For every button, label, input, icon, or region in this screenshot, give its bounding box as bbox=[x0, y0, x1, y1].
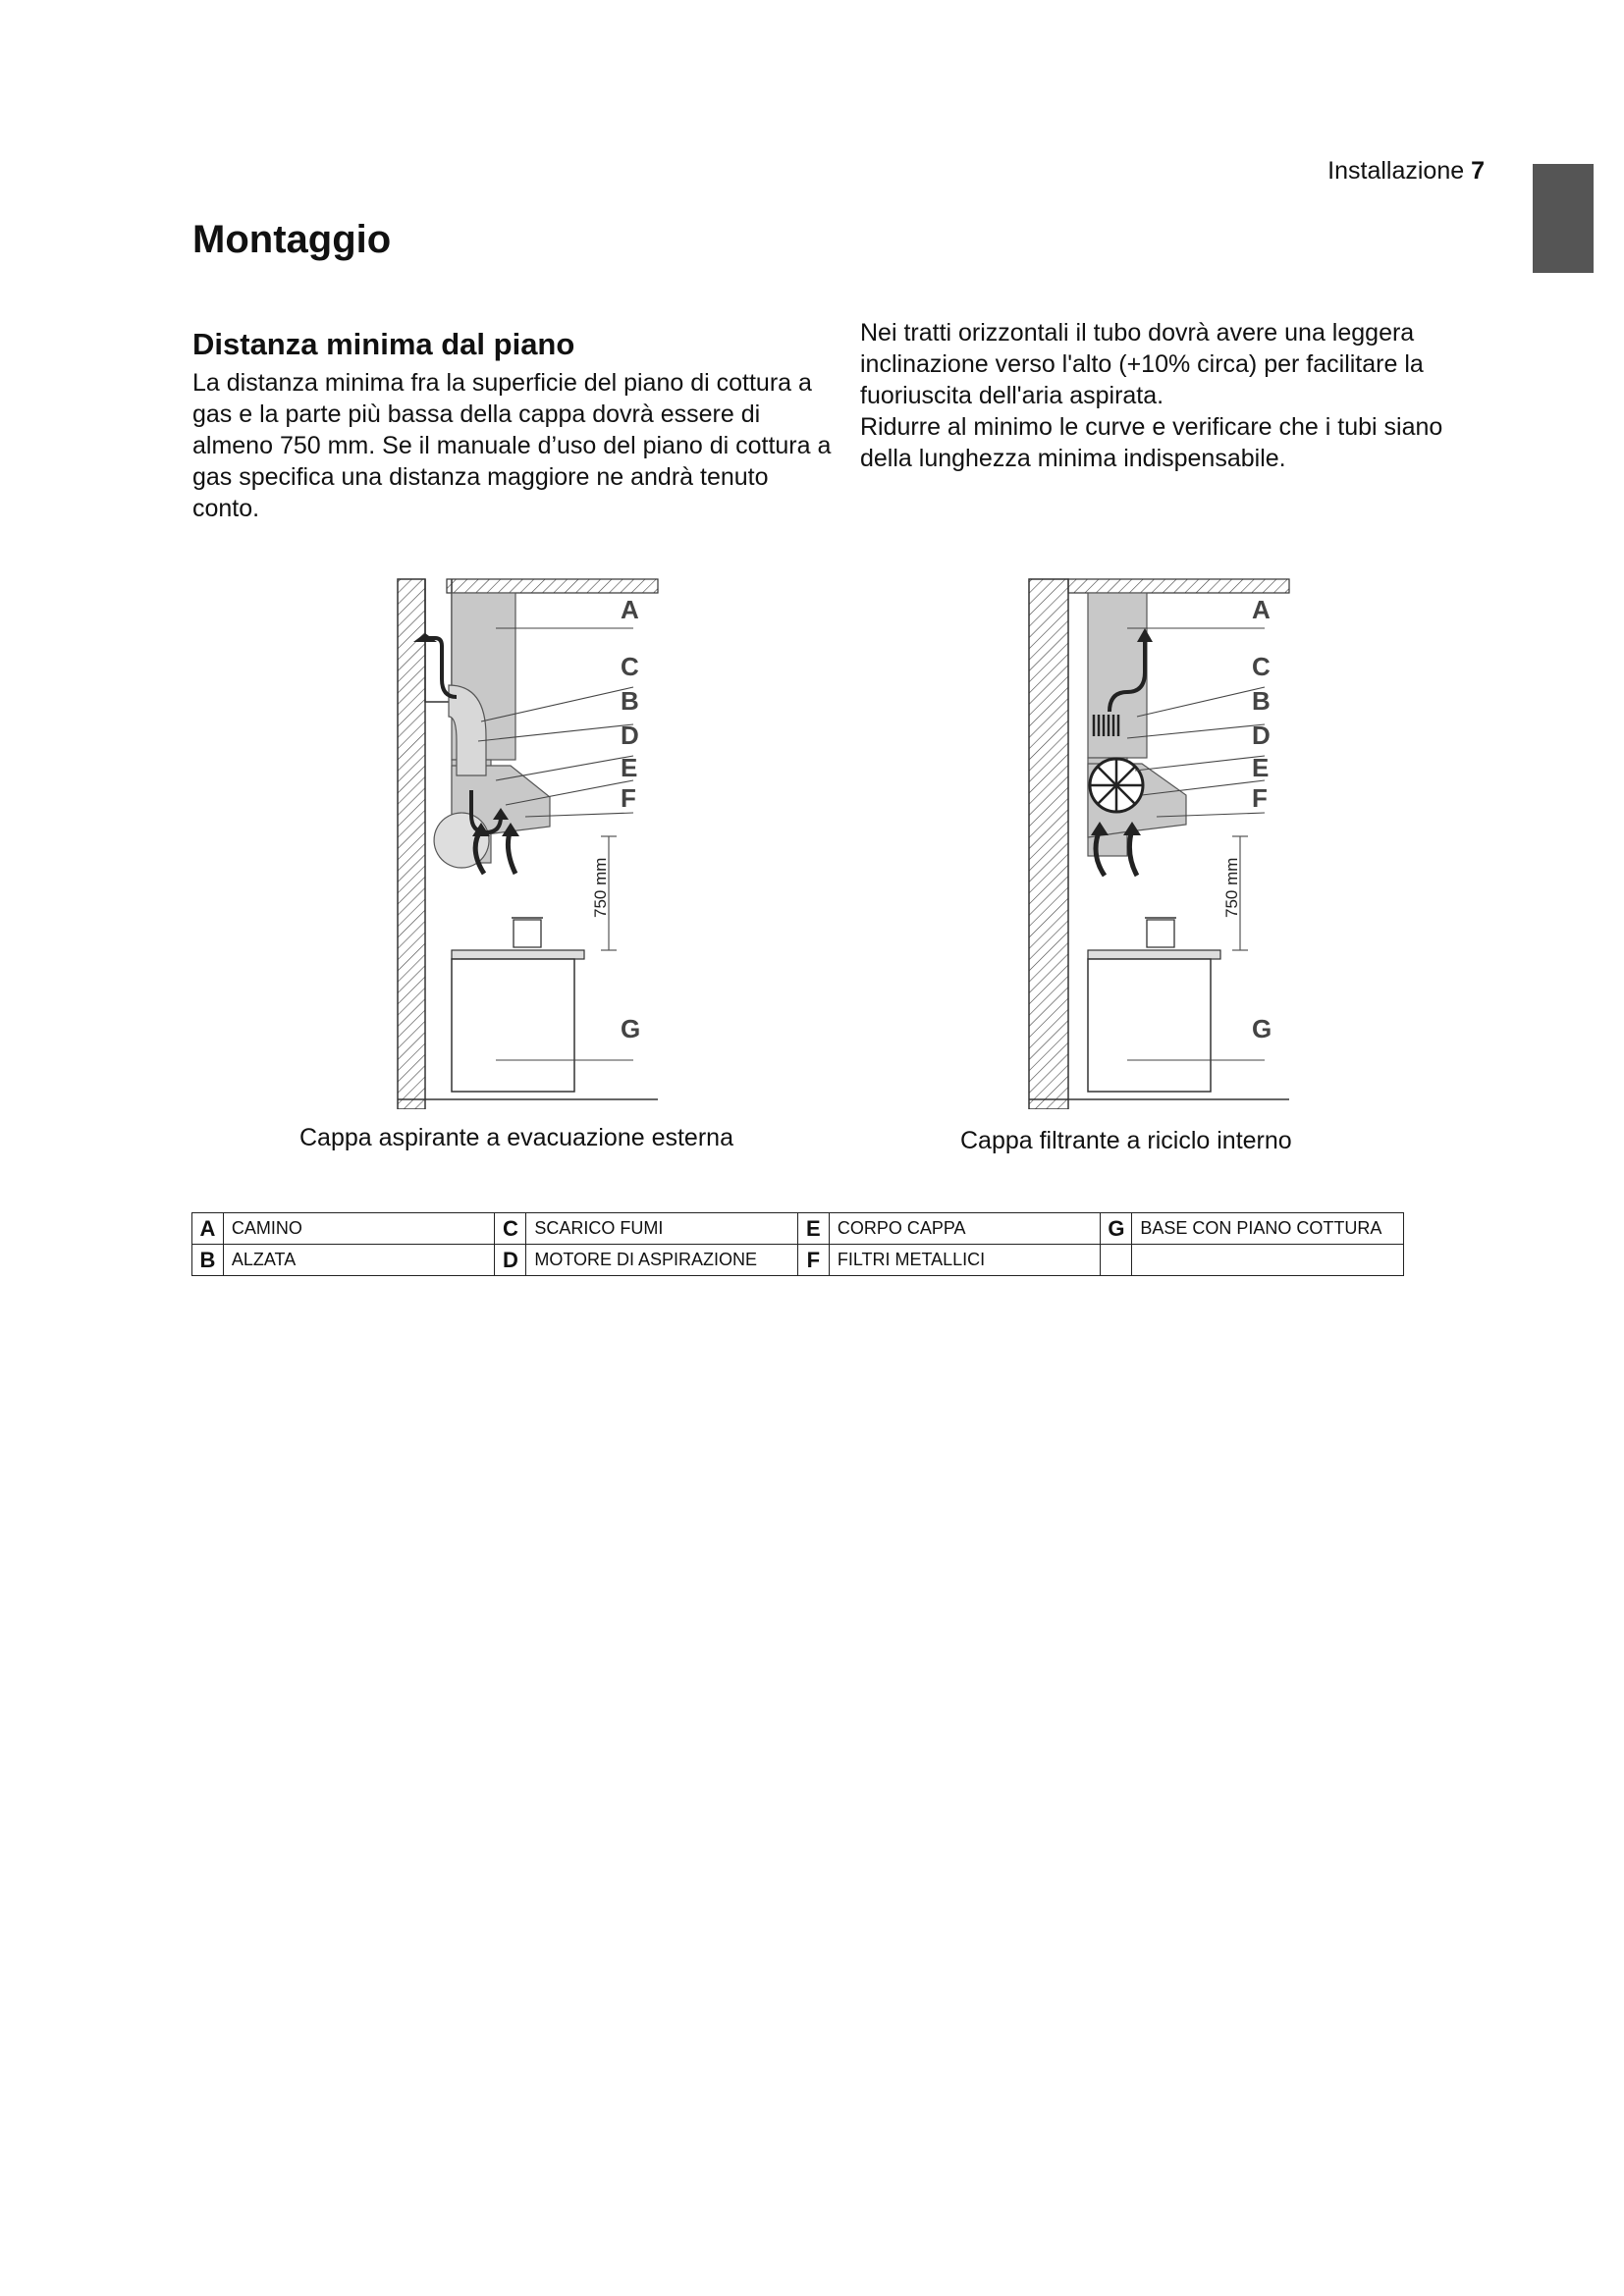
label-c: C bbox=[1252, 652, 1271, 681]
legend-key-empty bbox=[1101, 1245, 1132, 1276]
legend-label: MOTORE DI ASPIRAZIONE bbox=[526, 1245, 798, 1276]
label-g: G bbox=[1252, 1014, 1272, 1043]
chapter-tab bbox=[1533, 164, 1594, 273]
figure-internal-recirculation bbox=[1019, 569, 1299, 1109]
label-e: E bbox=[621, 753, 638, 782]
label-a: A bbox=[1252, 595, 1271, 624]
figure-external-venting bbox=[388, 569, 668, 1109]
base-unit bbox=[1088, 959, 1211, 1092]
ceiling bbox=[447, 579, 658, 593]
base-unit bbox=[452, 959, 574, 1092]
label-d: D bbox=[621, 721, 639, 750]
legend-row bbox=[192, 1213, 1404, 1245]
label-g: G bbox=[621, 1014, 641, 1043]
motor-circle bbox=[434, 813, 489, 868]
legend-label: CAMINO bbox=[223, 1213, 495, 1245]
legend-label: ALZATA bbox=[223, 1245, 495, 1276]
wall bbox=[1029, 579, 1068, 1109]
right-paragraph bbox=[860, 317, 1489, 474]
legend-label: CORPO CAPPA bbox=[829, 1213, 1101, 1245]
label-f: F bbox=[621, 783, 636, 813]
legend-key: C bbox=[495, 1213, 526, 1245]
label-d: D bbox=[1252, 721, 1271, 750]
label-f: F bbox=[1252, 783, 1268, 813]
legend-label: FILTRI METALLICI bbox=[829, 1245, 1101, 1276]
right-paragraph-line-1: Nei tratti orizzontali il tubo dovrà avere una leggera inclinazione verso l'alto (+10% circa) per facilitare la fuoriuscita dell'aria aspirata. bbox=[860, 319, 1424, 409]
legend-key: D bbox=[495, 1245, 526, 1276]
caption-external: Cappa aspirante a evacuazione esterna bbox=[299, 1124, 733, 1151]
pot bbox=[1147, 920, 1174, 947]
legend-label-empty bbox=[1132, 1245, 1404, 1276]
label-a: A bbox=[621, 595, 639, 624]
legend-row bbox=[192, 1245, 1404, 1276]
left-paragraph: La distanza minima fra la superficie del piano di cottura a gas e la parte più bassa della cappa dovrà essere di almeno 750 mm. Se il manuale d’uso del piano di cottura a gas specifica una distanza maggiore ne andrà tenuto conto. bbox=[192, 369, 832, 522]
dimension-label: 750 mm bbox=[1222, 857, 1241, 918]
header-page-number: 7 bbox=[1471, 157, 1485, 185]
wall bbox=[398, 579, 425, 1109]
running-header bbox=[1276, 157, 1485, 186]
label-e: E bbox=[1252, 753, 1270, 782]
label-c: C bbox=[621, 652, 639, 681]
legend-key: A bbox=[192, 1213, 224, 1245]
pot bbox=[514, 920, 541, 947]
right-paragraph-line-2: Ridurre al minimo le curve e verificare che i tubi siano della lunghezza minima indispensabile. bbox=[860, 413, 1443, 472]
label-b: B bbox=[621, 686, 639, 716]
header-section: Installazione bbox=[1327, 157, 1465, 185]
arrow-intake-right bbox=[1129, 829, 1137, 876]
ceiling bbox=[1068, 579, 1289, 593]
legend-key: F bbox=[797, 1245, 829, 1276]
legend-key: B bbox=[192, 1245, 224, 1276]
legend-label: SCARICO FUMI bbox=[526, 1213, 798, 1245]
dimension-label: 750 mm bbox=[591, 857, 610, 918]
section-title: Distanza minima dal piano bbox=[192, 327, 575, 361]
cooktop bbox=[1088, 950, 1220, 959]
cooktop bbox=[452, 950, 584, 959]
page-title: Montaggio bbox=[192, 218, 392, 261]
fan-blades bbox=[1090, 759, 1143, 812]
legend-label: BASE CON PIANO COTTURA bbox=[1132, 1213, 1404, 1245]
caption-internal: Cappa filtrante a riciclo interno bbox=[960, 1127, 1292, 1154]
legend-key: G bbox=[1101, 1213, 1132, 1245]
legend-table bbox=[191, 1212, 1404, 1276]
legend-key: E bbox=[797, 1213, 829, 1245]
label-b: B bbox=[1252, 686, 1271, 716]
